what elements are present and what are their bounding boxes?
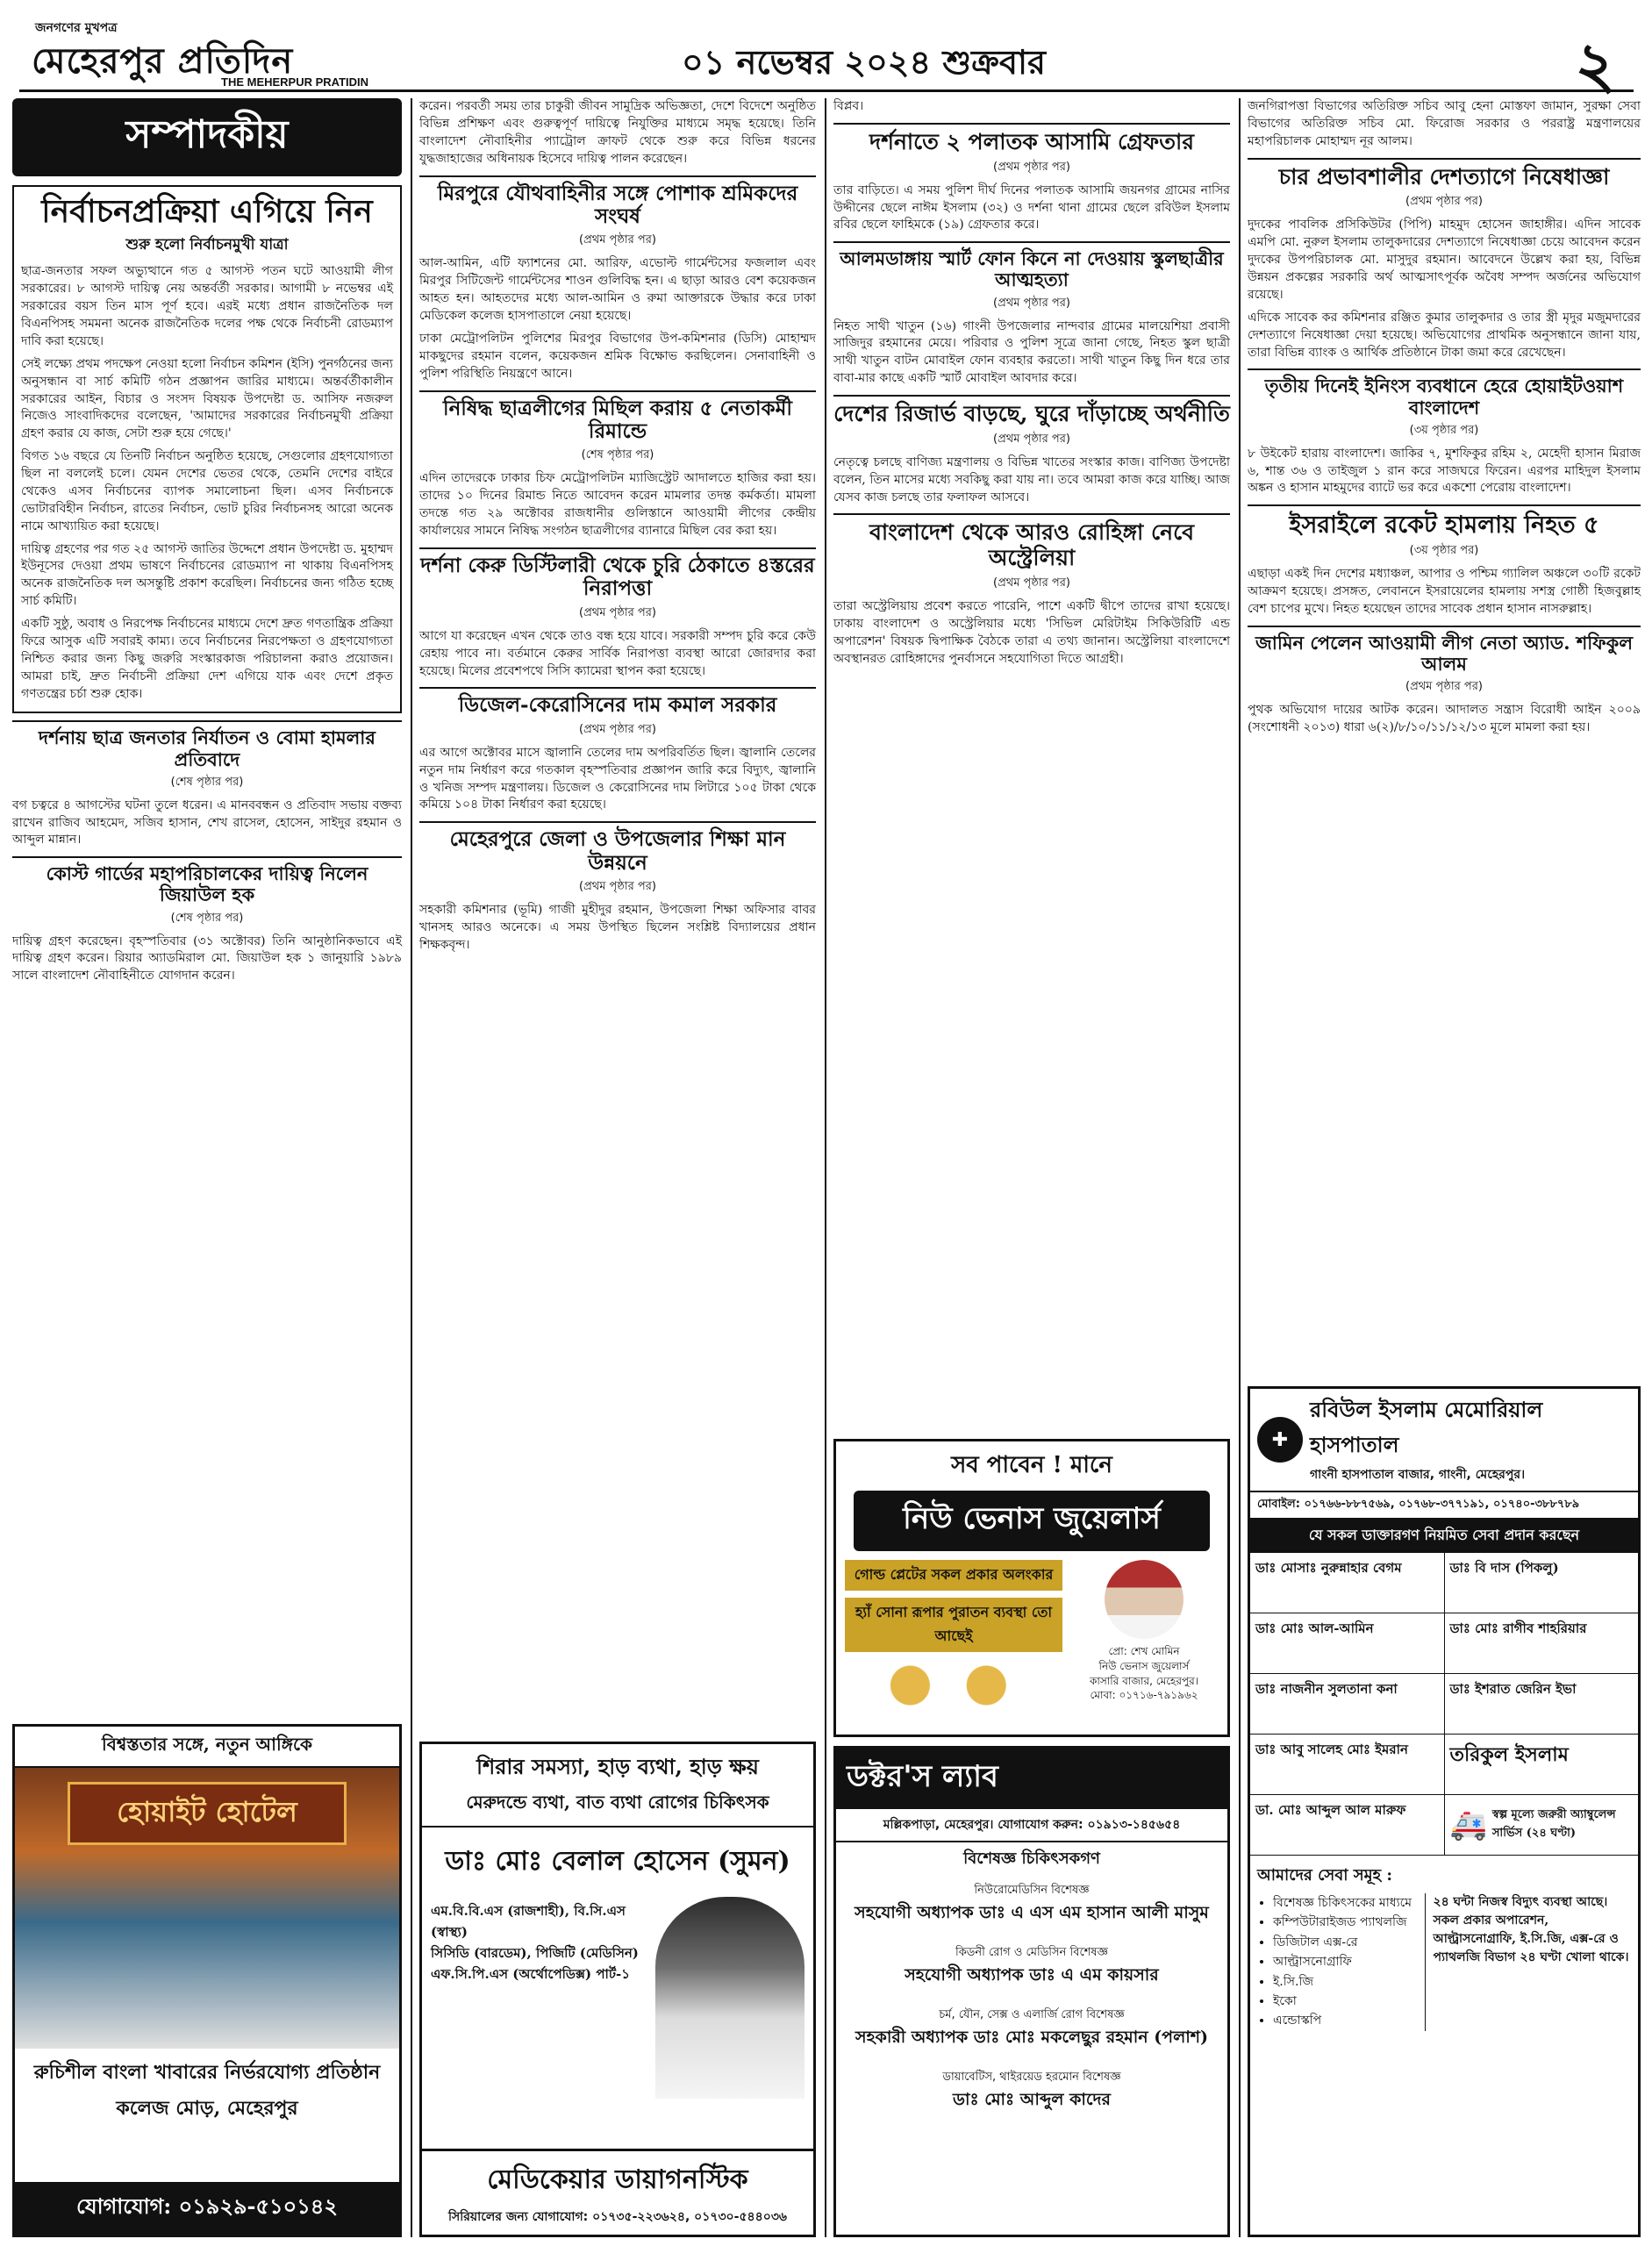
newspaper-name-en: THE MEHERPUR PRATIDIN xyxy=(221,75,369,89)
ad-line: হ্যাঁ সোনা রূপার পুরাতন ব্যবস্থা তো আছেই xyxy=(845,1598,1062,1652)
section-title: বিশেষজ্ঞ চিকিৎসকগণ xyxy=(963,1849,1100,1868)
headline: দর্শনা কেরু ডিস্টিলারী থেকে চুরি ঠেকাতে ৪স্তরের নিরাপত্তা xyxy=(419,547,816,601)
lab-name: ডক্টর'স ল্যাব xyxy=(836,1749,1227,1809)
article-paragraph: নেতৃত্বে চলছে বাণিজ্য মন্ত্রণালয় ও বিভিন্ন খাতের সংস্কার কাজ। বাণিজ্য উপদেষ্টা বলেন, তিন মাসের মধ্যে সবকিছু করা যায় না। তবে আমরা কাজ করে যাচ্ছি। আজ যেসব কাজ চলছে তার ফলাফল আসবে। xyxy=(833,454,1230,504)
article-paragraph: এর আগে অক্টোবর মাসে জ্বালানি তেলের দাম অপরিবর্তিত ছিল। জ্বালানি তেলের নতুন দাম নির্ধারণ করে গতকাল বৃহস্পতিবার প্রজ্ঞাপন জারি করে বিদ্যুৎ, জ্বালানি ও খনিজ সম্পদ মন্ত্রণালয়। ডিজেল ও কেরোসিনের দাম লিটারে ১০৫ টাকা থেকে কমিয়ে ১০৪ টাকা নির্ধারণ করা হয়েছে। xyxy=(419,745,816,812)
ambulance-icon: 🚑 xyxy=(1449,1807,1487,1842)
article-paragraph: নিহত সাথী খাতুন (১৬) গাংনী উপজেলার নান্দবার গ্রামের মালয়েশিয়া প্রবাসী সাজিদুর রহমানের মেয়ে। পরিবার ও পুলিশ সূত্রে জানা গেছে, নিহত স্কুল ছাত্রী সাথী খাতুন বাটন মোবাইল ফোন ব্যবহার করতো। সাথী খাতুন কিছু দিন ধরে তার বাবা-মার কাছে একটি স্মার্ট মোবাইল আবদার করে। xyxy=(833,318,1230,386)
article-paragraph: পুথক অভিযোগ দায়ের আটক করেন। আদালত সন্ত্রাস বিরোধী আইন ২০০৯ (সংশোধনী ২০১৩) ধারা ৬(২)/৮/১০/১১/১২/১৩ মূলে মামলা করা হয়। xyxy=(1248,703,1641,735)
continued-ref: (প্রথম পৃষ্ঠার পর) xyxy=(993,160,1070,174)
doctor-photo xyxy=(655,1897,805,2099)
doctor-name: ডাঃ মোঃ আব্দুল কাদের xyxy=(953,2090,1111,2109)
article-paragraph: আগে যা করেছেন এখন থেকে তাও বন্ধ হয়ে যাবে। সরকারী সম্পদ চুরি করে কেউ রেহায় পাবে না। বর্তমানে কেরুর সার্বিক নিরাপত্তা ব্যবস্থা আরো জোরদার করা হয়েছে। মিলের প্রবেশপথে সিসি ক্যামেরা স্থাপন করা হয়েছে। xyxy=(419,628,816,678)
editorial-title: নির্বাচনপ্রক্রিয়া এগিয়ে নিন xyxy=(41,193,373,230)
headline: ডিজেল-কেরোসিনের দাম কমাল সরকার xyxy=(419,687,816,717)
editorial-paragraph: সেই লক্ষ্যে প্রথম পদক্ষেপ নেওয়া হলো নির্বাচন কমিশন (ইসি) পুনর্গঠনের জন্য অনুসন্ধান বা সার্চ কমিটি গঠন প্রজ্ঞাপন জারির মাধ্যমে। অন্তর্বর্তীকালীন সরকারের আইন, বিচার ও সংসদ বিষয়ক উপদেষ্টা ড. আসিফ নজরুল নিজেও সাংবাদিকদের বলেছেন, 'আমাদের সরকারের নির্বাচনমুখী প্রক্রিয়া গ্রহণ করার যে কাজ, সেটা শুরু হয়ে গেছে।' xyxy=(21,356,393,441)
newspaper-name: মেহেরপুর প্রতিদিন xyxy=(32,40,294,82)
hospital-ad xyxy=(1248,1386,1641,2237)
editorial-paragraph: বিগত ১৬ বছরে যে তিনটি নির্বাচন অনুষ্ঠিত হয়েছে, সেগুলোর গ্রহণযোগ্যতা ছিল না বললেই চলে। যেমন দেশের ভেতর থেকে, তেমনি দেশের বাইরে থেকেও এসব নির্বাচনের ব্যাপক সমালোচনা ছিল। এসব নির্বাচনকে ভোটারবিহীন নির্বাচন, রাতের নির্বাচন, ভোট চুরির নির্বাচনসহ আরো অনেক নামে আখ্যায়িত করা হয়েছে। xyxy=(21,449,393,533)
headline: দর্শনায় ছাত্র জনতার নির্যাতন ও বোমা হামলার প্রতিবাদে xyxy=(12,720,402,769)
ambulance-cell xyxy=(1445,1795,1639,1855)
editorial-subtitle: শুরু হলো নির্বাচনমুখী যাত্রা xyxy=(125,236,289,254)
service-item: • বিশেষজ্ঞ চিকিৎসকের মাধ্যমে xyxy=(1273,1893,1425,1913)
continued-ref: (প্রথম পৃষ্ঠার পর) xyxy=(579,880,656,894)
article-paragraph: ৮ উইকেট হারায় বাংলাদেশ। জাকির ৭, মুশফিকুর রহিম ২, মেহেদী হাসান মিরাজ ৬, শান্ত ৩৬ ও তাইজুল ১ রান করে সাজঘরে ফিরেন। এরপর মাহিদুল ইসলাম অঙ্কন ও হাসান মাহমুদের ব্যাটে ভর করে একশো পেরোয় বাংলাদেশ। xyxy=(1248,446,1641,496)
doctor-name: সহযোগী অধ্যাপক ডাঃ এ এস এম হাসান আলী মাসুম xyxy=(855,1903,1209,1922)
continued-ref: (৩য় পৃষ্ঠার পর) xyxy=(1409,423,1479,437)
doctor-row xyxy=(1250,1552,1638,1613)
article-paragraph: দুদকের পাবলিক প্রসিকিউটর (পিপি) মাহমুদ হোসেন জাহাঙ্গীর। এদিন সাবেক এমপি মো. নুরুল ইসলাম তালুকদারের দেশত্যাগে নিষেধাজ্ঞা চেয়ে আবেদন করেন দুদকের উপপরিচালক মো. মাসুদুর রহমান। আবেদনে উল্লেখ করা হয়, বিভিন্ন উন্নয়ন প্রকল্পের সরকারি অর্থ আত্মসাৎপূর্বক অবৈধ সম্পদ অর্জনের অভিযোগ রয়েছে। xyxy=(1248,218,1641,302)
column-divider xyxy=(1239,98,1241,2237)
doctor-row xyxy=(1250,1673,1638,1734)
headline: বাংলাদেশ থেকে আরও রোহিঙ্গা নেবে অস্ট্রেলিয়া xyxy=(833,513,1230,571)
specialty: কিডনী রোগ ও মেডিসিন বিশেষজ্ঞ xyxy=(955,1946,1108,1959)
hospital-address: গাংনী হাসপাতাল বাজার, গাংনী, মেহেরপুর। xyxy=(1310,1468,1526,1482)
hotel-sign: হোয়াইট হোটেল xyxy=(68,1782,347,1845)
service-item: • এন্ডোস্কপি xyxy=(1273,2011,1425,2030)
ad-line: রুচিশীল বাংলা খাবারের নির্ভরযোগ্য প্রতিষ্ঠান xyxy=(33,2061,381,2084)
lab-address: মল্লিকপাড়া, মেহেরপুর। যোগাযোগ করুন: ০১৯১৩-১৪৫৬৫৪ xyxy=(836,1809,1227,1842)
headline: দেশের রিজার্ভ বাড়ছে, ঘুরে দাঁড়াচ্ছে অর্থনীতি xyxy=(833,395,1230,427)
ad-location: কলেজ মোড়, মেহেরপুর xyxy=(116,2097,298,2120)
services-block xyxy=(1250,1855,1638,2038)
ad-line: গোল্ড প্লেটের সকল প্রকার অলংকার xyxy=(845,1560,1062,1591)
headline: নিষিদ্ধ ছাত্রলীগের মিছিল করায় ৫ নেতাকর্মী রিমান্ডে xyxy=(419,390,816,444)
ad-line: সব পাবেন ! মানে xyxy=(951,1452,1112,1478)
article-paragraph: আল-আমিন, এটি ফ্যাশনের মো. আরিফ, এভোল্ট গার্মেন্টসের ফজলাল এবং মিরপুর সিটিজেন্ট গার্মেন্টসের শাওন গুলিবিদ্ধ হন। এ ছাড়া আরও বেশ কয়েকজন আহত হন। আহতদের মধ্যে আল-আমিন ও রুমা আক্তারকে উদ্ধার করে ঢাকা মেডিকেল কলেজ হাসপাতালে নেয়া হয়েছে। xyxy=(419,256,816,323)
jewellery-ad xyxy=(833,1439,1230,1737)
page-number: ২ xyxy=(1575,27,1616,102)
masthead-tagline: জনগণের মুখপত্র xyxy=(35,21,118,35)
continued-ref: (প্রথম পৃষ্ঠার পর) xyxy=(993,432,1070,446)
column-4 xyxy=(1248,98,1641,742)
continued-ref: (শেষ পৃষ্ঠার পর) xyxy=(581,448,654,462)
headline: চার প্রভাবশালীর দেশত্যাগে নিষেধাজ্ঞা xyxy=(1248,158,1641,190)
specialty: চর্ম, যৌন, সেক্স ও এলার্জি রোগ বিশেষজ্ঞ xyxy=(939,2008,1125,2021)
serial-contact: সিরিয়ালের জন্য যোগাযোগ: ০১৭৩৫-২২৩৬২৪, ০১৭৩০-৫৪৪০৩৬ xyxy=(447,2210,788,2224)
article-paragraph: সহকারী কমিশনার (ভূমি) গাজী মুহীদুর রহমান, উপজেলা শিক্ষা অফিসার বাবর খানসহ আরও অনেকে। এ সময় উপস্থিত ছিলেন সংশ্লিষ্ট বিদ্যালয়ের প্রধান শিক্ষকবৃন্দ। xyxy=(419,903,816,952)
article-paragraph: দায়িত্ব গ্রহণ করেছেন। বৃহস্পতিবার (৩১ অক্টোবর) তিনি আনুষ্ঠানিকভাবে এই দায়িত্ব গ্রহণ করেন। রিয়ার অ্যাডমিরাল মো. জিয়াউল হক ১ জানুয়ারি ১৯৮৯ সালে বাংলাদেশ নৌবাহিনীতে যোগদান করেন। xyxy=(12,933,402,984)
article-paragraph: এদিন তাদেরকে ঢাকার চিফ মেট্রোপলিটন ম্যাজিস্ট্রেট আদালতে হাজির করা হয়। তাদের ১০ দিনের রিমান্ড নিতে আবেদন করেন মামলার তদন্ত কর্মকর্তা। মামলা তদন্তে গত ২৯ অক্টোবর রাজধানীর গুলিস্তানে আওয়ামী লীগের কেন্দ্রীয় কার্যালয়ের সামনে নিষিদ্ধ সংগঠন ছাত্রলীগের ব্যানারে মিছিল বের করা হয়। xyxy=(419,471,816,538)
headline: আলমডাঙ্গায় স্মার্ট ফোন কিনে না দেওয়ায় স্কুলছাত্রীর আত্মহত্যা xyxy=(833,241,1230,290)
headline: ইসরাইলে রকেট হামলায় নিহত ৫ xyxy=(1248,504,1641,539)
hospital-logo-icon: ✚ xyxy=(1257,1417,1303,1463)
editorial-box xyxy=(12,185,402,713)
continued-ref: (শেষ পৃষ্ঠার পর) xyxy=(170,775,244,789)
services-note: ২৪ ঘন্টা নিজস্ব বিদ্যুৎ ব্যবস্থা আছে। সকল প্রকার অপারেশন, আল্ট্রাসনোগ্রাফি, ই.সি.জি, এক্স-রে ও প্যাথলজি বিভাগ ২৪ ঘণ্টা খোলা থাকে। xyxy=(1425,1893,1631,2031)
specialty: নিউরোমেডিসিন বিশেষজ্ঞ xyxy=(974,1884,1090,1897)
doctor-name: সহকারী অধ্যাপক ডাঃ মোঃ মকলেছুর রহমান (পলাশ) xyxy=(855,2028,1208,2047)
headline: জামিন পেলেন আওয়ামী লীগ নেতা অ্যাড. শফিকুল আলম xyxy=(1248,626,1641,675)
headline: দর্শনাতে ২ পলাতক আসামি গ্রেফতার xyxy=(833,123,1230,155)
doctors-lab-ad xyxy=(833,1746,1230,2237)
headline: কোস্ট গার্ডের মহাপরিচালকের দায়িত্ব নিলেন জিয়াউল হক xyxy=(12,856,402,905)
service-item: • ইকো xyxy=(1273,1992,1425,2011)
doctor-name: ডা. মোঃ আব্দুল আল মারুফ xyxy=(1250,1795,1445,1855)
doctor-name: ডাঃ মোঃ বেলাল হোসেন (সুমন) xyxy=(445,1846,790,1877)
article-paragraph: বিপ্লব। xyxy=(833,99,864,113)
continued-ref: (প্রথম পৃষ্ঠার পর) xyxy=(1405,195,1483,209)
jewellery-image xyxy=(845,1659,1062,1712)
hotel-ad xyxy=(12,1724,402,2237)
continued-ref: (প্রথম পৃষ্ঠার পর) xyxy=(993,296,1070,310)
article-paragraph: করেন। পরবর্তী সময় তার চাকুরী জীবন সামুদ্রিক অভিজ্ঞতা, দেশে বিদেশে অনুষ্ঠিত বিভিন্ন প্রশিক্ষণ এবং গুরুত্বপূর্ণ দায়িত্বে নিযুক্তির মাধ্যমে সমৃদ্ধ হয়েছে। তিনি বাংলাদেশ নৌবাহিনীর প্যাট্রোল ক্রাফট থেকে শুরু করে বিভিন্ন ধরনের যুদ্ধজাহাজের অধিনায়ক হিসেবে দায়িত্ব পালন করেছেন। xyxy=(419,99,816,166)
services-list xyxy=(1257,1893,1425,2031)
doctor-name: ডাঃ ইশরাত জেরিন ইভা xyxy=(1449,1681,1577,1697)
editorial-banner: সম্পাদকীয় xyxy=(12,98,402,176)
masthead xyxy=(19,18,1634,102)
hospital-mobile: মোবাইল: ০১৭৬৬-৮৮৭৫৬৯, ০১৭৬৮-৩৭৭১৯১, ০১৭৪০-৩৮৮৭৮৯ xyxy=(1250,1492,1638,1520)
doctor-ad xyxy=(419,1742,816,2237)
column-divider xyxy=(825,98,826,2237)
doctor-name: সহযোগী অধ্যাপক ডাঃ এ এম কায়সার xyxy=(905,1965,1159,1985)
article-paragraph: ঢাকা মেট্রোপলিটন পুলিশের মিরপুর বিভাগের উপ-কমিশনার (ডিসি) মোহাম্মদ মাকছুদের রহমান বলেন, কয়েকজন শ্রমিক বিক্ষোভ করছিলেন। সেনাবাহিনী ও পুলিশ পরিস্থিতি নিয়ন্ত্রণে আনে। xyxy=(419,331,816,381)
editorial-paragraph: দায়িত্ব গ্রহণের পর গত ২৫ আগস্ট জাতির উদ্দেশে প্রধান উপদেষ্টা ড. মুহাম্মদ ইউনূসের দেওয়া প্রথম ভাষণে নির্বাচনের রোডম্যাপ না থাকায় বিএনপিসহ অনেক রাজনৈতিক দল অসন্তুষ্টি প্রকাশ করেছিল। নির্বাচনের জন্য গঠিত হচ্ছে সার্চ কমিটি। xyxy=(21,541,393,609)
issue-date: ০১ নভেম্বর ২০২৪ শুক্রবার xyxy=(682,42,1046,82)
ad-line: মেরুদন্ডে ব্যথা, বাত ব্যথা রোগের চিকিৎসক xyxy=(422,1788,813,1828)
continued-ref: (প্রথম পৃষ্ঠার পর) xyxy=(579,605,656,619)
doctor-name: ডাঃ মোঃ রাগীব শাহরিয়ার xyxy=(1449,1620,1587,1636)
continued-ref: (৩য় পৃষ্ঠার পর) xyxy=(1409,544,1479,558)
column-divider xyxy=(411,98,412,2237)
doctor-name: ডাঃ মোসাঃ নুরুন্নাহার বেগম xyxy=(1250,1553,1445,1613)
article-paragraph: এদিকে সাবেক কর কমিশনার রঞ্জিত কুমার তালুকদার ও তার স্ত্রী মৃদুর মজুমদারের দেশত্যাগে নিষেধাজ্ঞা দেয়া হয়েছে। অভিযোগের প্রাথমিক অনুসন্ধানে জানা যায়, তারা বিভিন্ন ব্যাংক ও আর্থিক প্রতিষ্ঠানে টাকা জমা করে রেখেছেন। xyxy=(1248,310,1641,360)
article-paragraph: তার বাড়িতে। এ সময় পুলিশ দীর্ঘ দিনের পলাতক আসামি জয়নগর গ্রামের নাসির উদ্দীনের ছেলে নাঈম ইসলাম (৩২) ও দর্শনা থানা গ্রামের ছেলে রবিউল ইসলাম রবির ছেলে ফাহিমকে (১৯) গ্রেফতার করে। xyxy=(833,182,1230,232)
doctor-row xyxy=(1250,1613,1638,1673)
proprietor-photo xyxy=(1105,1560,1184,1639)
doctor-name: তরিকুল ইসলাম xyxy=(1449,1743,1569,1766)
doctor-degrees: এম.বি.বি.এস (রাজশাহী), বি.সি.এস (স্বাস্থ্য) সিসিডি (বারডেম), পিজিটি (মেডিসিন) এফ.সি.পি.এস (অর্থোপেডিক্স) পার্ট-১ xyxy=(431,1903,639,1982)
article-paragraph: জনগিরাপত্তা বিভাগের অতিরিক্ত সচিব আবু হেনা মোস্তফা জামান, সুরক্ষা সেবা বিভাগের অতিরিক্ত সচিব মো. ফিরোজ সরকার ও পররাষ্ট্র মন্ত্রণালয়ের মহাপরিচালক মোহাম্মদ নূর আলম। xyxy=(1248,99,1641,148)
service-item: • ডিজিটাল এক্স-রে xyxy=(1273,1933,1425,1952)
doctor-name: ডাঃ নাজনীন সুলতানা কনা xyxy=(1250,1674,1445,1734)
section-title: যে সকল ডাক্তারগণ নিয়মিত সেবা প্রদান করছেন xyxy=(1250,1520,1638,1552)
hospital-name: রবিউল ইসলাম মেমোরিয়াল হাসপাতাল xyxy=(1310,1397,1543,1457)
doctor-name: ডাঃ বি দাস (পিকলু) xyxy=(1449,1560,1559,1576)
hotel-photo xyxy=(15,1768,399,2049)
column-1 xyxy=(12,98,402,991)
diagnostic-name: মেডিকেয়ার ডায়াগনস্টিক xyxy=(487,2164,748,2195)
proprietor-info: প্রো: শেখ মোমিন নিউ ভেনাস জুয়েলার্স কাসারি বাজার, মেহেরপুর। মোবা: ০১৭১৬-৭৯১৯৬২ xyxy=(1089,1645,1199,1702)
service-item: • কম্পিউটারাইজড প্যাথলজি xyxy=(1273,1913,1425,1932)
continued-ref: (শেষ পৃষ্ঠার পর) xyxy=(170,911,244,925)
continued-ref: (প্রথম পৃষ্ঠার পর) xyxy=(1405,680,1483,694)
continued-ref: (প্রথম পৃষ্ঠার পর) xyxy=(579,233,656,247)
ad-contact: যোগাযোগ: ০১৯২৯-৫১০১৪২ xyxy=(15,2182,399,2235)
article-paragraph: এছাড়া একই দিন দেশের মধ্যাঞ্চল, আপার ও পশ্চিম গ্যালিল অঞ্চলে ৩০টি রকেট আক্রমণ হয়েছে। প্রসঙ্গত, লেবাননে ইসরায়েলের হামলায় সশস্ত্র গোষ্ঠী হিজবুল্লাহ বেশ চাপের মুখে। নিহত হয়েছেন তাদের সাবেক প্রধান হাসান নাসরুল্লাহ। xyxy=(1248,567,1641,617)
doctor-row xyxy=(1250,1794,1638,1855)
doctor-name: ডাঃ আবু সালেহ মোঃ ইমরান xyxy=(1250,1735,1445,1794)
column-3 xyxy=(833,98,1230,673)
editorial-paragraph: একটি সুষ্ঠু, অবাধ ও নিরপেক্ষ নির্বাচনের মাধ্যমে দেশে দ্রুত গণতান্ত্রিক প্রক্রিয়া ফিরে আসুক এটি সবারই কাম্য। তবে নির্বাচনের নিরপেক্ষতা ও গ্রহণযোগ্যতা নিশ্চিত করার জন্য কিছু জরুরি সংস্কারকাজ পরিচালনা করাও প্রয়োজন। আমরা চাই, দ্রুত নির্বাচনী প্রক্রিয়া দেশ এগিয়ে যাক এবং দেশে প্রকৃত গণতন্ত্রের চর্চা শুরু হোক। xyxy=(21,617,393,701)
doctor-row xyxy=(1250,1734,1638,1794)
article-paragraph: তারা অস্ট্রেলিয়ায় প্রবেশ করতে পারেনি, পাশে একটি দ্বীপে তাদের রাখা হয়েছে। ঢাকায় বাংলাদেশ ও অস্ট্রেলিয়ার মধ্যে 'সিভিল মেরিটাইম সিকিউরিটি এন্ড অপারেশন' বিষয়ক দ্বিপাক্ষিক বৈঠকে তারা এ তথ্য জানান। অস্ট্রেলিয়া বাংলাদেশে অবস্থানরত রোহিঙ্গাদের পুনর্বাসনে সহযোগিতা দিতে আগ্রহী। xyxy=(833,598,1230,666)
ad-line: শিরার সমস্যা, হাড় ব্যথা, হাড় ক্ষয় xyxy=(476,1754,759,1779)
service-item: • ই.সি.জি xyxy=(1273,1972,1425,1992)
headline: তৃতীয় দিনেই ইনিংস ব্যবধানে হেরে হোয়াইটওয়াশ বাংলাদেশ xyxy=(1248,368,1641,418)
jeweller-name: নিউ ভেনাস জুয়েলার্স xyxy=(854,1491,1210,1551)
article-paragraph: বগ চত্বরে ৪ আগস্টের ঘটনা তুলে ধরেন। এ মানববন্ধন ও প্রতিবাদ সভায় বক্তব্য রাখেন রাজিব আহমেদ, সজিব হাসান, শেখ রাসেল, হোসেন, সাইদুর রহমান ও আব্দুল মান্নান। xyxy=(12,798,402,848)
specialty: ডায়াবেটিস, থাইরয়েড হরমোন বিশেষজ্ঞ xyxy=(942,2071,1121,2084)
editorial-paragraph: ছাত্র-জনতার সফল অভ্যুত্থানে গত ৫ আগস্ট পতন ঘটে আওয়ামী লীগ সরকারের। ৮ আগস্ট দায়িত্ব নেয় অন্তর্বর্তী সরকার। আগামী ৮ নভেম্বর এই সরকারের বয়স তিন মাস পূর্ণ হবে। এরই মধ্যে প্রধান রাজনৈতিক দল বিএনপিসহ সমমনা অনেক রাজনৈতিক দলের পক্ষ থেকে নির্বাচনী রোডম্যাপ দাবি করা হয়েছে। xyxy=(21,264,393,348)
ad-header: বিশ্বস্ততার সঙ্গে, নতুন আঙ্গিকে xyxy=(15,1727,399,1768)
headline: মেহেরপুরে জেলা ও উপজেলার শিক্ষা মান উন্নয়নে xyxy=(419,821,816,875)
service-item: • আল্ট্রাসনোগ্রাফি xyxy=(1273,1952,1425,1971)
services-title: আমাদের সেবা সমূহ : xyxy=(1257,1866,1393,1885)
doctor-name: ডাঃ মোঃ আল-আমিন xyxy=(1250,1613,1445,1673)
continued-ref: (প্রথম পৃষ্ঠার পর) xyxy=(579,722,656,736)
continued-ref: (প্রথম পৃষ্ঠার পর) xyxy=(993,576,1070,590)
headline: মিরপুরে যৌথবাহিনীর সঙ্গে পোশাক শ্রমিকদের সংঘর্ষ xyxy=(419,175,816,229)
column-2 xyxy=(419,98,816,960)
ambulance-text: স্বল্প মূল্যে জরুরী অ্যাম্বুলেন্স সার্ভিস (২৪ ঘণ্টা) xyxy=(1491,1808,1616,1840)
